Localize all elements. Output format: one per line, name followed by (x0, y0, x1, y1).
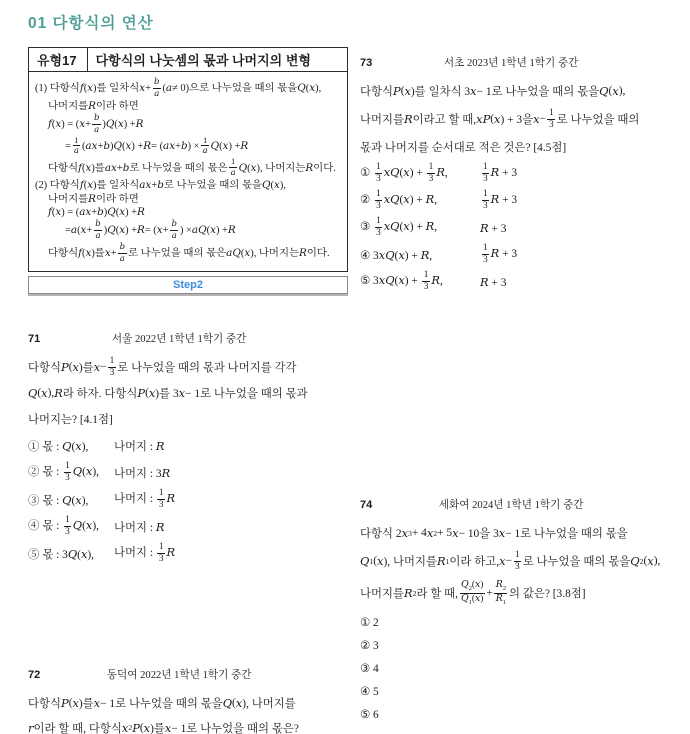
step-divider-label: Step2 (173, 279, 203, 291)
concept-box-tag: 유형17 (37, 53, 77, 68)
problem-74 (360, 497, 680, 725)
fraction: $\frac{1}{3}$ (423, 270, 429, 292)
question-line: r 이라 할 때, 다항식 x 2 P ( x )를 x − 1로 나누었을 때의 몫은? (28, 720, 299, 734)
fraction: $\frac{1}{3}$ (483, 189, 488, 211)
concept-box (28, 47, 348, 272)
fraction: $\frac{1}{3}$ (376, 216, 381, 238)
option-row-2: ② 몫 : $\frac{1}{3}$ Q(x), 나머지 : 3R (28, 461, 171, 483)
question-line: 나머지를 R 2 라 할 때, $Q_2(x)$ $Q_1(x)$ + $R_2$ $R_1$ 의 값은? [3.8점] (360, 579, 586, 606)
problem-source: 서초 2023년 1학년 1학기 중간 (443, 58, 579, 69)
fraction: $\frac{1}{3}$ (158, 542, 164, 564)
question-line: 다항식 2 x 3 + 4 x 2 + 5 x − 10을 3 x − 1로 나누었을 때의 몫을 (360, 526, 628, 540)
question-line: 다항식 P ( x )를 x − 1로 나누었을 때의 몫을 Q ( x ), 나머지를 (28, 695, 296, 710)
option-row-1: ① 몫 : Q(x), 나머지 : R (28, 438, 165, 453)
question-line: 몫과 나머지를 순서대로 적은 것은? [4.5점] (360, 142, 567, 154)
fraction: 1 a (202, 134, 208, 157)
option-row-2: ② 3 (360, 639, 379, 652)
concept-box-body (29, 72, 347, 271)
question-line: 다항식 P ( x )를 일차식 3 x − 1로 나누었을 때의 몫을 Q ( x ), (360, 84, 626, 98)
problem-source: 서울 2022년 1학년 1학기 중간 (111, 334, 247, 345)
fraction: $\frac{1}{3}$ (376, 162, 381, 184)
concept-line: (2) 다항식 f ( x )를 일차식 ax + b 로 나누었을 때의 몫을 Q ( x ), (35, 179, 286, 192)
option-row-4: ④ 몫 : $\frac{1}{3}$ Q(x), 나머지 : R (28, 515, 165, 537)
fraction: $\frac{1}{3}$ (483, 162, 488, 184)
problem-source: 동덕여 2022년 1학년 1학기 중간 (106, 670, 252, 681)
fraction: $\frac{1}{3}$ (483, 243, 488, 265)
question-line: 나머지는? [4.1점] (28, 414, 113, 426)
problem-number: 74 (360, 499, 373, 511)
concept-line: 나머지를 R 이라 하면 (48, 192, 139, 205)
fraction: 1 3 (515, 549, 520, 572)
option-row-3: ③ 4 (360, 662, 379, 675)
fraction: $\frac{1}{3}$ (65, 515, 70, 537)
problem-header (28, 331, 348, 346)
fraction: $\frac{1}{3}$ (376, 189, 381, 211)
fraction: b a (154, 77, 160, 99)
option-row-5: ⑤ 3xQ(x) + $\frac{1}{3}$ R, R + 3 (360, 270, 507, 292)
concept-line: f ( x ) = ( x + b a ) Q ( x ) + R (48, 113, 144, 135)
step-divider (28, 276, 348, 294)
concept-line: 다항식 f ( x )를 x + b a 로 나누었을 때의 몫은 aQ ( x ), 나머지는 R 이다. (48, 241, 330, 264)
option-row-3: ③ $\frac{1}{3}$ xQ(x) + R, R + 3 (360, 216, 507, 238)
question-line: Q ( x ), R 라 하자. 다항식 P ( x )를 3 x − 1로 나누었을 때의 몫과 (28, 386, 308, 400)
problem-source: 세화여 2024년 1학년 1학기 중간 (438, 500, 584, 511)
fraction: 1 a (230, 156, 236, 179)
option-row-3: ③ 몫 : Q(x), 나머지 : $\frac{1}{3}$ R (28, 488, 176, 510)
option-row-1: ① 2 (360, 616, 379, 629)
question-line: 다항식 P ( x )를 x − 1 3 로 나누었을 때의 몫과 나머지를 각각 (28, 355, 297, 378)
fraction: b a (119, 241, 126, 264)
fraction: b a (171, 219, 177, 242)
fraction: 1 a (73, 134, 79, 157)
concept-line: 다항식 f ( x )를 ax + b 로 나누었을 때의 몫은 1 a Q ( x ), 나머지는 R 이다. (48, 156, 336, 179)
fraction: 1 3 (109, 355, 115, 378)
option-row-5: ⑤ 몫 : 3Q(x), 나머지 : $\frac{1}{3}$ R (28, 542, 176, 564)
option-row-4: ④ 3xQ(x) + R, $\frac{1}{3}$ R + 3 (360, 243, 518, 265)
concept-line: f ( x ) = ( ax + b ) Q ( x ) + R (48, 206, 145, 219)
problem-header (360, 55, 680, 70)
problem-73 (360, 55, 680, 295)
concept-line: 나머지를 R 이라 하면 (48, 99, 139, 112)
problem-header (360, 497, 680, 512)
fraction: 1 3 (548, 107, 554, 130)
concept-box-title: 다항식의 나눗셈의 몫과 나머지의 변형 (95, 53, 311, 68)
option-row-2: ② $\frac{1}{3}$ xQ(x) + R, $\frac{1}{3}$ R + 3 (360, 189, 518, 211)
question-line: Q 1 ( x ), 나머지를 R 1 이라 하고, x − 1 3 로 나누었을 때의 몫을 Q 2 ( x ), (360, 549, 661, 572)
problem-71 (28, 331, 348, 567)
fraction: $Q_2(x)$ $Q_1(x)$ (461, 579, 484, 606)
concept-line: (1) 다항식 f ( x )를 일차식 x + b a ( a ≠ 0)으로 나누었을 때의 몫을 Q ( x ), (35, 77, 322, 99)
fraction: b a (93, 113, 100, 135)
problem-header (28, 667, 348, 682)
problem-72 (28, 667, 348, 734)
option-row-1: ① $\frac{1}{3}$ xQ(x) + $\frac{1}{3}$ R, $\frac{1}{3}$ R + 3 (360, 162, 518, 184)
problem-number: 72 (28, 669, 41, 681)
concept-line: = a ( x + b a ) Q ( x ) + R = ( x + b a ) × aQ ( x ) + R (65, 219, 236, 242)
fraction: $R_2$ $R_1$ (495, 579, 506, 606)
fraction: $\frac{1}{3}$ (428, 162, 434, 184)
option-row-5: ⑤ 6 (360, 708, 379, 721)
fraction: $\frac{1}{3}$ (65, 461, 70, 483)
page-title: 01 다항식의 연산 (28, 15, 154, 32)
option-row-4: ④ 5 (360, 685, 379, 698)
question-line: 나머지를 R 이라고 할 때, xP ( x ) + 3을 x − 1 3 로 나누었을 때의 (360, 107, 640, 130)
problem-number: 71 (28, 333, 41, 345)
concept-line: = 1 a ( ax + b ) Q ( x ) + R = ( ax + b ) × 1 a Q ( x ) + R (65, 134, 249, 157)
concept-box-header (29, 48, 347, 72)
fraction: b a (95, 219, 101, 242)
problem-number: 73 (360, 57, 373, 69)
fraction: $\frac{1}{3}$ (158, 488, 164, 510)
